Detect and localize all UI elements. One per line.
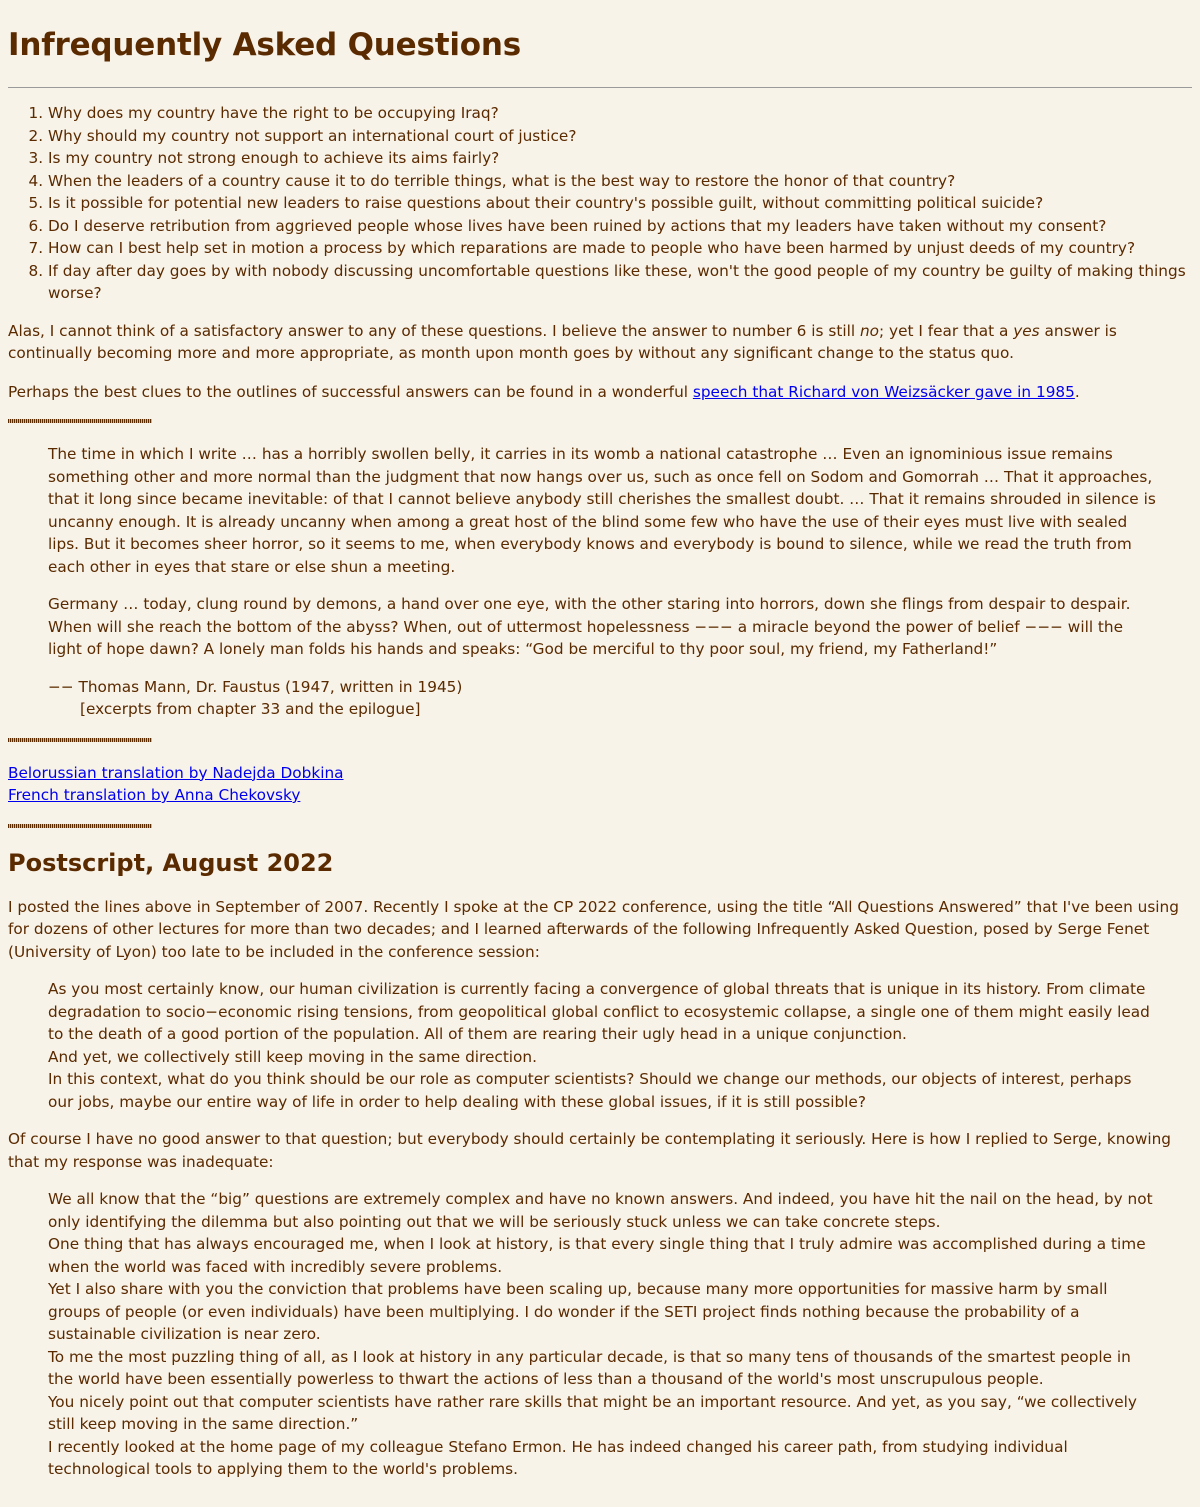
belorussian-translation-link[interactable]: Belorussian translation by Nadejda Dobkina <box>8 763 344 782</box>
questions-list <box>8 102 1192 305</box>
emphasis-yes: yes <box>1013 321 1040 340</box>
dotted-separator <box>8 824 152 828</box>
postscript-intro: I posted the lines above in September of 2007. Recently I spoke at the CP 2022 conference, using the title “All Questions Answered” that I've been using for dozens of other lectures for more than two decades; and I learned afterwards of the following Infrequently Asked Question, posed by Serge Fenet (University of Lyon) too late to be included in the conference session: <box>8 897 1179 961</box>
reply-line: I recently looked at the home page of my colleague Stefano Ermon. He has indeed changed his career path, from studying individual technological tools to applying them to the world's problems. <box>48 1437 1068 1478</box>
question-item: 2. Why should my country not support an international court of justice? <box>48 125 1192 148</box>
weizsacker-speech-link[interactable]: speech that Richard von Weizsäcker gave in 1985 <box>692 382 1075 401</box>
clues-paragraph <box>8 381 1192 404</box>
attribution-author: −− Thomas Mann, Dr. Faustus (1947, written in 1945) <box>48 677 463 696</box>
alas-paragraph <box>8 320 1192 365</box>
quote-paragraph-1: The time in which I write … has a horribly swollen belly, it carries in its womb a national catastrophe … Even an ignominious issue remains something other and more normal than the judgment that now hangs over us, such as once fell on Sodom and Gomorrah … That it approaches, that it long since became inevitable: of that I cannot believe anybody still cherishes the smallest doubt. … That it remains shrouded in silence is uncanny enough. It is already uncanny when among a great host of the blind some few who have the use of their eyes must live with sealed lips. But it becomes sheer horror, so it seems to me, when everybody knows and everybody is bound to silence, while we read the truth from each other in eyes that stare or else shun a meeting. <box>48 445 1156 576</box>
mann-quote <box>48 443 1158 721</box>
quote-line: And yet, we collectively still keep moving in the same direction. <box>48 1047 537 1066</box>
question-item: 7. How can I best help set in motion a process by which reparations are made to people who have been harmed by unjust deeds of my country? <box>48 237 1192 260</box>
quote-paragraph-2: Germany … today, clung round by demons, a hand over one eye, with the other staring into horrors, down she flings from despair to despair. When will she reach the bottom of the abyss? When, out of uttermost hopelessness −−− a miracle beyond the power of belief −−− will the light of hope dawn? A lonely man folds his hands and speaks: “God be merciful to thy poor soul, my friend, my Fatherland!” <box>48 595 1131 658</box>
dotted-separator <box>8 419 152 423</box>
serge-question-quote <box>48 978 1158 1113</box>
quote-line: As you most certainly know, our human civilization is currently facing a convergence of global threats that is unique in its history. From climate degradation to socio−economic rising tensions, from geopolitical global conflict to ecosystemic collapse, a single one of them might easily lead to the death of a good portion of the population. All of them are rearing their ugly head in a unique conjunction. <box>48 980 1150 1043</box>
attribution-excerpts: [excerpts from chapter 33 and the epilogue] <box>80 700 421 718</box>
clues-text: Perhaps the best clues to the outlines of successful answers can be found in a wonderful <box>8 382 693 401</box>
question-item: 6. Do I deserve retribution from aggrieved people whose lives have been ruined by actions that my leaders have taken without my consent? <box>48 215 1192 238</box>
quote-attribution <box>48 676 1158 721</box>
quote-line: In this context, what do you think should be our role as computer scientists? Should we change our methods, our objects of interest, perhaps our jobs, maybe our entire way of life in order to help dealing with these global issues, if it is still possible? <box>48 1070 1132 1111</box>
question-item: 3. Is my country not strong enough to achieve its aims fairly? <box>48 147 1192 170</box>
of-course-paragraph: Of course I have no good answer to that question; but everybody should certainly be contemplating it seriously. Here is how I replied to Serge, knowing that my response was inadequate: <box>8 1130 1172 1171</box>
emphasis-no: no <box>859 321 880 340</box>
translation-links <box>8 762 1192 807</box>
reply-line: Yet I also share with you the conviction that problems have been scaling up, because many more opportunities for massive harm by small groups of people (or even individuals) have been multiplying. I do wonder if the SETI project finds nothing because the probability of a sustainable civilization is near zero. <box>48 1280 1108 1343</box>
french-translation-link[interactable]: French translation by Anna Chekovsky <box>8 786 301 804</box>
dotted-separator <box>8 738 152 742</box>
question-item: 4. When the leaders of a country cause it to do terrible things, what is the best way to restore the honor of that country? <box>48 170 1192 193</box>
title-divider <box>8 87 1192 88</box>
question-item: 1. Why does my country have the right to be occupying Iraq? <box>48 102 1192 125</box>
alas-text-1: Alas, I cannot think of a satisfactory answer to any of these questions. I believe the answer to number 6 is still <box>8 321 860 340</box>
reply-line: To me the most puzzling thing of all, as I look at history in any particular decade, is that so many tens of thousands of the smartest people in the world have been essentially powerless to thwart the actions of less than a thousand of the world's most unscrupulous people. <box>48 1347 1131 1388</box>
page-title: Infrequently Asked Questions <box>8 27 521 63</box>
alas-text-2: ; yet I fear that a <box>879 321 1014 340</box>
reply-line: One thing that has always encouraged me, when I look at history, is that every single thing that I truly admire was accomplished during a time when the world was faced with incredibly severe problems. <box>48 1235 1146 1276</box>
alas-text-3: answer is continually becoming more and more appropriate, as month upon month goes by without any significant change to the status quo. <box>8 321 1117 362</box>
reply-line: You nicely point out that computer scientists have rather rare skills that might be an important resource. And yet, as you say, “we collectively still keep moving in the same direction.” <box>48 1392 1137 1433</box>
reply-line: We all know that the “big” questions are extremely complex and have no known answers. And indeed, you have hit the nail on the head, by not only identifying the dilemma but also pointing out that we will be seriously stuck unless we can take concrete steps. <box>48 1190 1153 1231</box>
clues-end: . <box>1074 382 1080 401</box>
postscript-heading: Postscript, August 2022 <box>8 848 334 877</box>
question-item: 8. If day after day goes by with nobody discussing uncomfortable questions like these, won't the good people of my country be guilty of making things worse? <box>48 260 1192 305</box>
reply-quote <box>48 1188 1158 1481</box>
question-item: 5. Is it possible for potential new leaders to raise questions about their country's possible guilt, without committing political suicide? <box>48 192 1192 215</box>
